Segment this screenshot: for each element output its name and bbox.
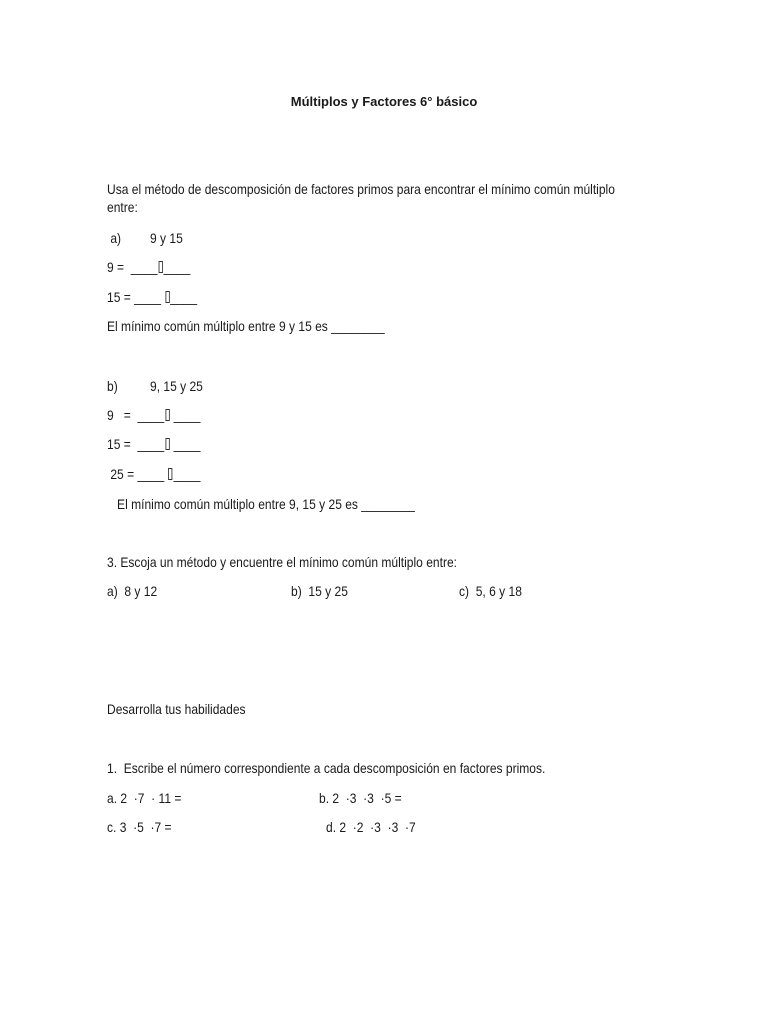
part-b-label: b) bbox=[107, 378, 118, 394]
skills-heading: Desarrolla tus habilidades bbox=[107, 701, 246, 717]
page-title: Múltiplos y Factores 6° básico bbox=[290, 94, 478, 109]
row-left: 15 = ____ bbox=[107, 289, 165, 305]
intro-line-1: Usa el método de descomposición de factores primos para encontrar el mínimo común múltiplo bbox=[107, 181, 615, 197]
row-left: 15 = ____ bbox=[107, 436, 165, 452]
part-b-conclusion: El mínimo común múltiplo entre 9, 15 y 25 es ________ bbox=[107, 496, 415, 512]
skills-question-1: 1. Escribe el número correspondiente a cada descomposición en factores primos. bbox=[107, 760, 546, 776]
multiplication-box-icon bbox=[165, 409, 169, 421]
part-a-numbers: 9 y 15 bbox=[150, 230, 183, 246]
row-right: ____ bbox=[170, 436, 201, 452]
intro-line-2: entre: bbox=[107, 199, 138, 215]
row-right: ____ bbox=[170, 289, 198, 305]
section-3-option-a: a) 8 y 12 bbox=[107, 583, 158, 599]
multiplication-box-icon bbox=[165, 291, 169, 303]
row-right: ____ bbox=[173, 466, 201, 482]
part-a-row-9 bbox=[107, 258, 190, 276]
skills-item-c: c. 3 ·5 ·7 = bbox=[107, 819, 172, 835]
intro-text bbox=[107, 180, 636, 216]
row-left: 25 = ____ bbox=[107, 466, 168, 482]
part-b-numbers: 9, 15 y 25 bbox=[150, 378, 203, 394]
section-3-option-b: b) 15 y 25 bbox=[291, 583, 348, 599]
part-b-row-15 bbox=[107, 435, 200, 453]
skills-item-b: b. 2 ·3 ·3 ·5 = bbox=[319, 790, 402, 806]
section-3-option-c: c) 5, 6 y 18 bbox=[459, 583, 522, 599]
part-a-row-15 bbox=[107, 288, 197, 306]
skills-item-d: d. 2 ·2 ·3 ·3 ·7 bbox=[326, 819, 416, 835]
row-right: ____ bbox=[163, 259, 191, 275]
part-a-label: a) bbox=[107, 230, 122, 246]
skills-item-a: a. 2 ·7 · 11 = bbox=[107, 790, 182, 806]
section-3-question: 3. Escoja un método y encuentre el mínimo común múltiplo entre: bbox=[107, 554, 458, 570]
part-b-row-9 bbox=[107, 406, 200, 424]
part-a-conclusion: El mínimo común múltiplo entre 9 y 15 es ________ bbox=[107, 318, 385, 334]
row-left: 9 = ____ bbox=[107, 259, 158, 275]
row-left: 9 = ____ bbox=[107, 407, 165, 423]
row-right: ____ bbox=[170, 407, 201, 423]
multiplication-box-icon bbox=[168, 468, 172, 480]
multiplication-box-icon bbox=[158, 261, 162, 273]
part-b-row-25 bbox=[107, 465, 200, 483]
multiplication-box-icon bbox=[165, 438, 169, 450]
